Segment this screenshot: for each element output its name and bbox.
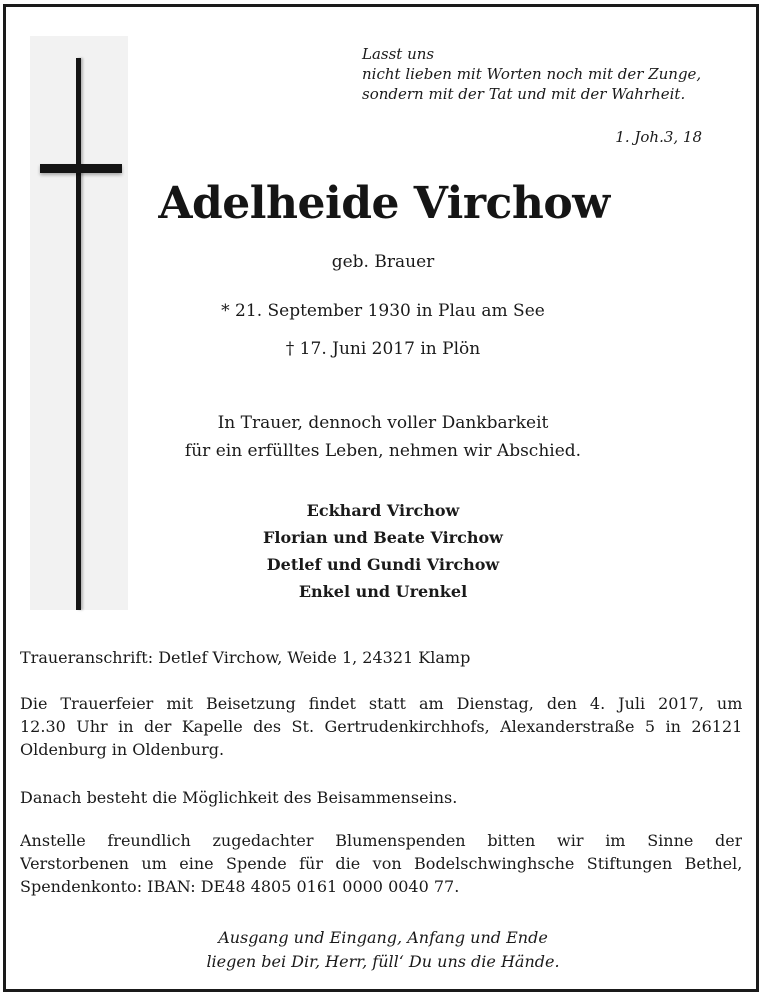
verse-line: sondern mit der Tat und mit der Wahrheit. <box>362 85 686 103</box>
bible-verse <box>362 44 742 104</box>
birth-date: * 21. September 1930 in Plau am See <box>221 301 545 321</box>
death-date: † 17. Juni 2017 in Plön <box>285 339 481 359</box>
family-member: Florian und Beate Virchow <box>263 528 503 547</box>
family-member: Detlef und Gundi Virchow <box>266 555 500 574</box>
donation-line: Verstorbenen um eine Spende für die von Bodelschwinghsche Stiftungen Bethel, <box>20 854 742 873</box>
ceremony-line: Oldenburg in Oldenburg. <box>20 740 225 759</box>
ceremony-line: Die Trauerfeier mit Beisetzung findet statt am Dienstag, den 4. Juli 2017, um <box>20 694 742 713</box>
ceremony-line: 12.30 Uhr in der Kapelle des St. Gertrudenkirchhofs, Alexanderstraße 5 in 26121 <box>20 717 742 736</box>
address-line: Traueranschrift: Detlef Virchow, Weide 1, 24321 Klamp <box>20 648 471 667</box>
verse-line: nicht lieben mit Worten noch mit der Zunge, <box>362 65 702 83</box>
family-member: Enkel und Urenkel <box>298 582 468 601</box>
family-member: Eckhard Virchow <box>306 501 460 520</box>
closing-line: liegen bei Dir, Herr, füll‘ Du uns die Hände. <box>206 952 560 971</box>
cross-icon <box>76 58 81 610</box>
verse-reference: 1. Joh.3, 18 <box>615 128 702 146</box>
gathering-line: Danach besteht die Möglichkeit des Beisammenseins. <box>20 788 458 807</box>
gathering-paragraph <box>20 786 742 809</box>
closing-verse <box>100 926 666 974</box>
donation-line: Spendenkonto: IBAN: DE48 4805 0161 0000 0040 77. <box>20 877 460 896</box>
deceased-name: Adelheide Virchow <box>158 178 610 229</box>
cross-icon-crossbar <box>40 164 122 173</box>
mourning-line: In Trauer, dennoch voller Dankbarkeit <box>217 413 549 433</box>
mourning-address <box>20 646 742 669</box>
family-names <box>110 497 656 605</box>
maiden-name: geb. Brauer <box>331 252 435 272</box>
verse-line: Lasst uns <box>362 45 435 63</box>
ceremony-paragraph <box>20 692 742 761</box>
mourning-line: für ein erfülltes Leben, nehmen wir Abschied. <box>184 441 582 461</box>
donation-line: Anstelle freundlich zugedachter Blumenspenden bitten wir im Sinne der <box>20 831 742 850</box>
closing-line: Ausgang und Eingang, Anfang und Ende <box>218 928 548 947</box>
donation-paragraph <box>20 829 742 898</box>
